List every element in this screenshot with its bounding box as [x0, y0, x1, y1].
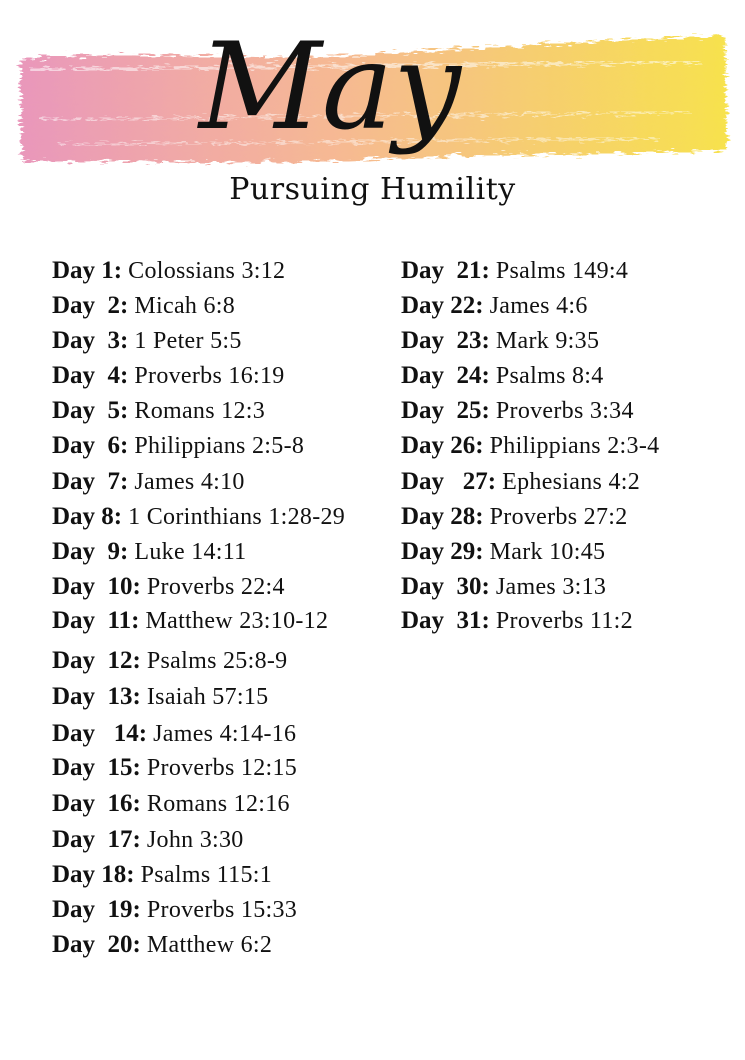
day-label: Day 15:	[52, 754, 141, 781]
day-label: Day 27:	[401, 468, 497, 495]
scripture-reference: Ephesians 4:2	[502, 469, 641, 495]
day-label: Day 28:	[401, 503, 484, 530]
day-label: Day 24:	[401, 362, 490, 389]
scripture-reference: Proverbs 22:4	[146, 574, 285, 600]
day-label: Day 25:	[401, 397, 490, 424]
day-label: Day 9:	[52, 538, 129, 565]
scripture-reference: James 4:14-16	[153, 721, 297, 747]
reading-item	[52, 572, 285, 602]
reading-item	[52, 930, 272, 960]
scripture-reference: Proverbs 27:2	[489, 504, 628, 530]
day-label: Day 31:	[401, 607, 490, 634]
scripture-reference: Romans 12:16	[146, 791, 290, 817]
day-label: Day 26:	[401, 432, 484, 459]
scripture-reference: Colossians 3:12	[128, 258, 286, 284]
scripture-reference: Psalms 115:1	[140, 862, 273, 888]
scripture-reference: Mark 10:45	[489, 539, 606, 565]
day-label: Day 2:	[52, 292, 129, 319]
day-label: Day 19:	[52, 896, 141, 923]
scripture-reference: Psalms 8:4	[495, 363, 604, 389]
month-script-title	[0, 0, 745, 175]
reading-item	[52, 895, 297, 925]
scripture-reference: James 3:13	[495, 574, 607, 600]
day-label: Day 30:	[401, 573, 490, 600]
scripture-reference: Proverbs 11:2	[495, 608, 633, 634]
scripture-reference: Isaiah 57:15	[146, 684, 269, 710]
scripture-reference: James 4:10	[134, 469, 245, 495]
reading-item	[401, 467, 640, 497]
reading-item	[52, 789, 290, 819]
day-label: Day 22:	[401, 292, 484, 319]
day-label: Day 21:	[401, 257, 490, 284]
reading-item	[401, 361, 604, 391]
scripture-reference: 1 Corinthians 1:28-29	[128, 504, 346, 530]
reading-item	[401, 396, 634, 426]
reading-item	[52, 256, 285, 286]
reading-item	[52, 326, 242, 356]
day-label: Day 10:	[52, 573, 141, 600]
scripture-reference: Philippians 2:3-4	[489, 433, 660, 459]
reading-item	[401, 572, 606, 602]
reading-item	[52, 682, 268, 712]
reading-item	[401, 326, 599, 356]
scripture-reference: Proverbs 3:34	[495, 398, 634, 424]
reading-item	[401, 291, 588, 321]
scripture-reference: Matthew 23:10-12	[145, 608, 329, 634]
day-label: Day 20:	[52, 931, 141, 958]
day-label: Day 6:	[52, 432, 129, 459]
scripture-reference: Romans 12:3	[134, 398, 266, 424]
scripture-reference: John 3:30	[146, 827, 244, 853]
reading-item	[52, 361, 285, 391]
scripture-reference: 1 Peter 5:5	[134, 328, 242, 354]
reading-item	[52, 753, 297, 783]
reading-item	[52, 291, 235, 321]
day-label: Day 13:	[52, 683, 141, 710]
reading-item	[52, 606, 328, 636]
page-title: Pursuing Humility	[229, 172, 516, 207]
reading-item	[52, 467, 245, 497]
scripture-reference: Proverbs 15:33	[146, 897, 298, 923]
day-label: Day 16:	[52, 790, 141, 817]
reading-item	[401, 537, 605, 567]
day-label: Day 23:	[401, 327, 490, 354]
reading-item	[52, 431, 304, 461]
day-label: Day 29:	[401, 538, 484, 565]
day-label: Day 5:	[52, 397, 129, 424]
reading-item	[52, 860, 272, 890]
scripture-reference: Philippians 2:5-8	[134, 433, 305, 459]
scripture-reference: Proverbs 12:15	[146, 755, 298, 781]
scripture-reference: Luke 14:11	[134, 539, 247, 565]
day-label: Day 12:	[52, 647, 141, 674]
day-label: Day 1:	[52, 257, 123, 284]
month-title: May	[198, 18, 462, 157]
day-label: Day 3:	[52, 327, 129, 354]
reading-item	[401, 606, 633, 636]
reading-item	[52, 646, 287, 676]
scripture-reference: Proverbs 16:19	[134, 363, 285, 389]
day-label: Day 7:	[52, 468, 129, 495]
reading-item	[52, 719, 296, 749]
reading-item	[52, 825, 244, 855]
scripture-reference: Matthew 6:2	[146, 932, 273, 958]
reading-item	[401, 502, 628, 532]
scripture-reference: Psalms 25:8-9	[146, 648, 288, 674]
scripture-reference: Psalms 149:4	[495, 258, 629, 284]
day-label: Day 4:	[52, 362, 129, 389]
day-label: Day 14:	[52, 720, 148, 747]
day-label: Day 17:	[52, 826, 141, 853]
day-label: Day 18:	[52, 861, 135, 888]
reading-item	[401, 431, 659, 461]
scripture-reference: Mark 9:35	[495, 328, 600, 354]
reading-item	[52, 537, 246, 567]
reading-item	[52, 396, 265, 426]
scripture-reference: Micah 6:8	[134, 293, 236, 319]
reading-item	[52, 502, 345, 532]
day-label: Day 11:	[52, 607, 140, 634]
day-label: Day 8:	[52, 503, 123, 530]
reading-item	[401, 256, 628, 286]
scripture-reference: James 4:6	[489, 293, 588, 319]
